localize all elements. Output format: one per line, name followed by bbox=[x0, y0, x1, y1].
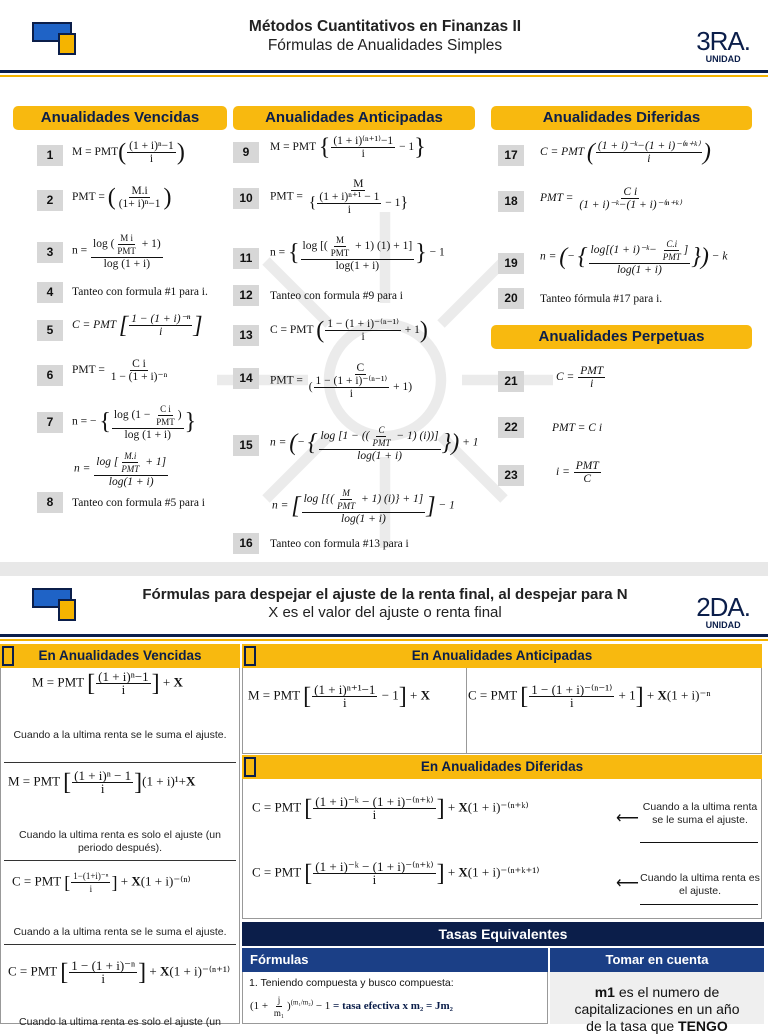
adj-formula-d1: C = PMT [ $\frac{\text{(1 + i)⁻ᵏ − (1 + i)⁻⁽ⁿ⁺ᵏ⁾}}{i}$ ] + X(1 + i)⁻⁽ⁿ⁺ᵏ⁾ bbox=[252, 794, 529, 822]
text-row-12: Tanteo con formula #9 para i bbox=[270, 290, 403, 302]
formula-number: 3 bbox=[37, 242, 63, 263]
formula-number: 20 bbox=[498, 288, 524, 309]
tasa-formula-1: (1 + $\frac{j}{\text{m₁}}$ )$^{(m_1/m_2)}$ − 1 = tasa efectiva x m₂ = Jm₂ bbox=[250, 995, 453, 1018]
formula-11: n = { log [( $\frac{M}{\text{PMT}}$ + 1) (1) + 1] log(1 + i) } − 1 bbox=[270, 235, 445, 272]
text-row-20: Tanteo fórmula #17 para i. bbox=[540, 293, 663, 305]
formula-number: 23 bbox=[498, 465, 524, 486]
formula-1: M = PMT( $\frac{\text{(1 + i)ⁿ−1}}{i}$ ) bbox=[72, 139, 185, 166]
formula-10: PMT = M { $\frac{\text{(1 + i)ⁿ⁺¹ − 1}}{i}$ − 1} bbox=[270, 178, 409, 216]
formula-19: n = (− { log[(1 + i)⁻ᵏ− $\frac{C.i}{\text{PMT}}$ ] log(1 + i) }) − k bbox=[540, 239, 728, 276]
arrow-icon: ⟵ bbox=[616, 810, 639, 827]
divider bbox=[0, 634, 768, 637]
formula-5: C = PMT [ $\frac{\text{1 − (1 + i)⁻ⁿ}}{i}$ ] bbox=[72, 312, 203, 339]
unit-badge-top: 3RA. UNIDAD bbox=[696, 26, 750, 64]
formula-13: C = PMT ( $\frac{\text{1 − (1 + i)⁻⁽ⁿ⁻¹⁾}}{i}$ + 1) bbox=[270, 317, 428, 344]
header2-title: Fórmulas para despejar el ajuste de la renta final, al despejar para N X es el valor del ajuste o renta final bbox=[142, 586, 628, 621]
logo-bottom bbox=[32, 588, 78, 618]
formula-number: 9 bbox=[233, 142, 259, 163]
adj-formula-a1: M = PMT [ $\frac{\text{(1 + i)ⁿ⁺¹−1}}{i}$ − 1] + X bbox=[248, 682, 431, 710]
formula-number: 21 bbox=[498, 371, 524, 392]
formula-number: 16 bbox=[233, 533, 259, 554]
note-v4: Cuando la ultima renta es solo el ajuste (un bbox=[19, 1016, 221, 1028]
adj-formula-v2: M = PMT [ $\frac{\text{(1 + i)ⁿ − 1}}{i}$ ](1 + i)¹+X bbox=[8, 768, 196, 796]
unit-badge-bottom: 2DA. UNIDAD bbox=[696, 592, 750, 630]
tasa-item-1: 1. Teniendo compuesta y busco compuesta: bbox=[249, 977, 454, 989]
section-vencidas: Anualidades Vencidas bbox=[13, 106, 227, 130]
adj-formula-v1: M = PMT [ $\frac{\text{(1 + i)ⁿ−1}}{i}$ ] + X bbox=[32, 669, 183, 697]
formula-number: 5 bbox=[37, 320, 63, 341]
header-title: Métodos Cuantitativos en Finanzas II Fórmulas de Anualidades Simples bbox=[248, 18, 522, 54]
formula-21: C = $\frac{\text{PMT}}{i}$ bbox=[556, 365, 604, 390]
formula-2: PMT = ( $\frac{M.i}{\text{(1+ i)ⁿ−1}}$ ) bbox=[72, 184, 172, 211]
text-row-16: Tanteo con formula #13 para i bbox=[270, 538, 409, 550]
en-anticipadas-bar: En Anualidades Anticipadas bbox=[242, 644, 762, 668]
formula-6: PMT = $\frac{\text{C i}}{\text{1 − (1 + i)⁻ⁿ}}$ bbox=[72, 358, 168, 383]
formula-number: 13 bbox=[233, 325, 259, 346]
note-d2: Cuando la ultima renta es el ajuste. bbox=[640, 872, 760, 897]
formula-17: C = PMT ( $\frac{\text{(1 + i)⁻ᵏ−(1 + i)⁻⁽ⁿ⁺ᵏ⁾}}{i}$ ) bbox=[540, 139, 711, 166]
page-separator bbox=[0, 562, 768, 576]
tasas-header: Tasas Equivalentes bbox=[242, 922, 764, 946]
formula-number: 8 bbox=[37, 492, 63, 513]
text-row-8: Tanteo con formula #5 para i bbox=[72, 497, 205, 509]
tomar-panel: m1 es el numero de capitalizaciones en un año de la tasa que TENGO bbox=[550, 972, 764, 1024]
formula-number: 19 bbox=[498, 253, 524, 274]
formula-9: M = PMT { $\frac{\text{(1 + i)⁽ⁿ⁺¹⁾−1}}{i}$ − 1} bbox=[270, 134, 426, 161]
formula-number: 14 bbox=[233, 368, 259, 389]
section-diferidas: Anualidades Diferidas bbox=[491, 106, 752, 130]
arrow-icon: ⟵ bbox=[616, 875, 639, 892]
section-perpetuas: Anualidades Perpetuas bbox=[491, 325, 752, 349]
formula-number: 2 bbox=[37, 190, 63, 211]
text-row-4: Tanteo con formula #1 para i. bbox=[72, 286, 208, 298]
en-vencidas-bar: En Anualidades Vencidas bbox=[0, 644, 240, 668]
formula-15b: n = [ log [{( $\frac{M}{\text{PMT}}$ + 1) (i)} + 1] log(1 + i) ] − 1 bbox=[272, 488, 455, 525]
adj-formula-v4: C = PMT [ $\frac{\text{1 − (1 + i)⁻ⁿ}}{i}$ ] + X(1 + i)⁻⁽ⁿ⁺¹⁾ bbox=[8, 958, 231, 986]
formula-number: 22 bbox=[498, 417, 524, 438]
formula-number: 4 bbox=[37, 282, 63, 303]
divider bbox=[0, 639, 768, 641]
formula-number: 15 bbox=[233, 435, 259, 456]
divider bbox=[0, 70, 768, 73]
tomar-header: Tomar en cuenta bbox=[550, 948, 764, 972]
formula-18: PMT = $\frac{\text{C i}}{\text{(1 + i)⁻ᵏ−(1 + i)⁻⁽ⁿ⁺ᵏ⁾}}$ bbox=[540, 186, 682, 211]
formula-number: 6 bbox=[37, 365, 63, 386]
formula-3: n = log ( $\frac{\text{M i}}{\text{PMT}}$ + 1) log (1 + i) bbox=[72, 233, 161, 270]
formula-14: PMT = C ( $\frac{\text{1 − (1 + i)⁻⁽ⁿ⁻¹⁾}}{i}$ + 1) bbox=[270, 362, 413, 400]
formula-number: 17 bbox=[498, 145, 524, 166]
formula-number: 10 bbox=[233, 188, 259, 209]
adj-formula-a2: C = PMT [ $\frac{\text{1 − (1 + i)⁻⁽ⁿ⁻¹⁾}}{i}$ + 1] + X(1 + i)⁻ⁿ bbox=[468, 682, 711, 710]
formula-number: 11 bbox=[233, 248, 259, 269]
adj-formula-d2: C = PMT [ $\frac{\text{(1 + i)⁻ᵏ − (1 + i)⁻⁽ⁿ⁺ᵏ⁾}}{i}$ ] + X(1 + i)⁻⁽ⁿ⁺ᵏ⁺¹⁾ bbox=[252, 859, 540, 887]
formula-22: PMT = C i bbox=[552, 422, 603, 434]
formula-15: n = (− { log [1 − (( $\frac{C}{\text{PMT}}$ − 1) (i))] log(1 + i) }) + 1 bbox=[270, 425, 479, 462]
formula-number: 1 bbox=[37, 145, 63, 166]
divider bbox=[0, 75, 768, 77]
note-v2: Cuando la ultima renta es solo el ajuste (un periodo después). bbox=[19, 829, 221, 854]
formula-7: n = − { log (1 − $\frac{\text{C i}}{\text{PMT}}$ ) log (1 + i) } bbox=[72, 404, 197, 441]
note-v1: Cuando a la ultima renta se le suma el ajuste. bbox=[13, 729, 227, 741]
en-diferidas-bar: En Anualidades Diferidas bbox=[242, 755, 762, 779]
formula-number: 18 bbox=[498, 191, 524, 212]
formula-number: 12 bbox=[233, 285, 259, 306]
formula-number: 7 bbox=[37, 412, 63, 433]
formula-23: i = $\frac{\text{PMT}}{C}$ bbox=[556, 460, 599, 485]
logo-top bbox=[32, 22, 78, 52]
formula-7b: n = log [ $\frac{M.i}{\text{PMT}}$ + 1] log(1 + i) bbox=[74, 451, 167, 488]
anticipadas-panel bbox=[242, 668, 762, 754]
adj-formula-v3: C = PMT [ $\frac{\text{1−(1+i)⁻ⁿ}}{i}$ ] + X(1 + i)⁻⁽ⁿ⁾ bbox=[12, 871, 191, 894]
section-anticipadas: Anualidades Anticipadas bbox=[233, 106, 475, 130]
formulas-header: Fórmulas bbox=[242, 948, 548, 972]
note-d1: Cuando a la ultima renta se le suma el ajuste. bbox=[642, 801, 758, 826]
note-v3: Cuando a la ultima renta se le suma el ajuste. bbox=[13, 926, 227, 938]
